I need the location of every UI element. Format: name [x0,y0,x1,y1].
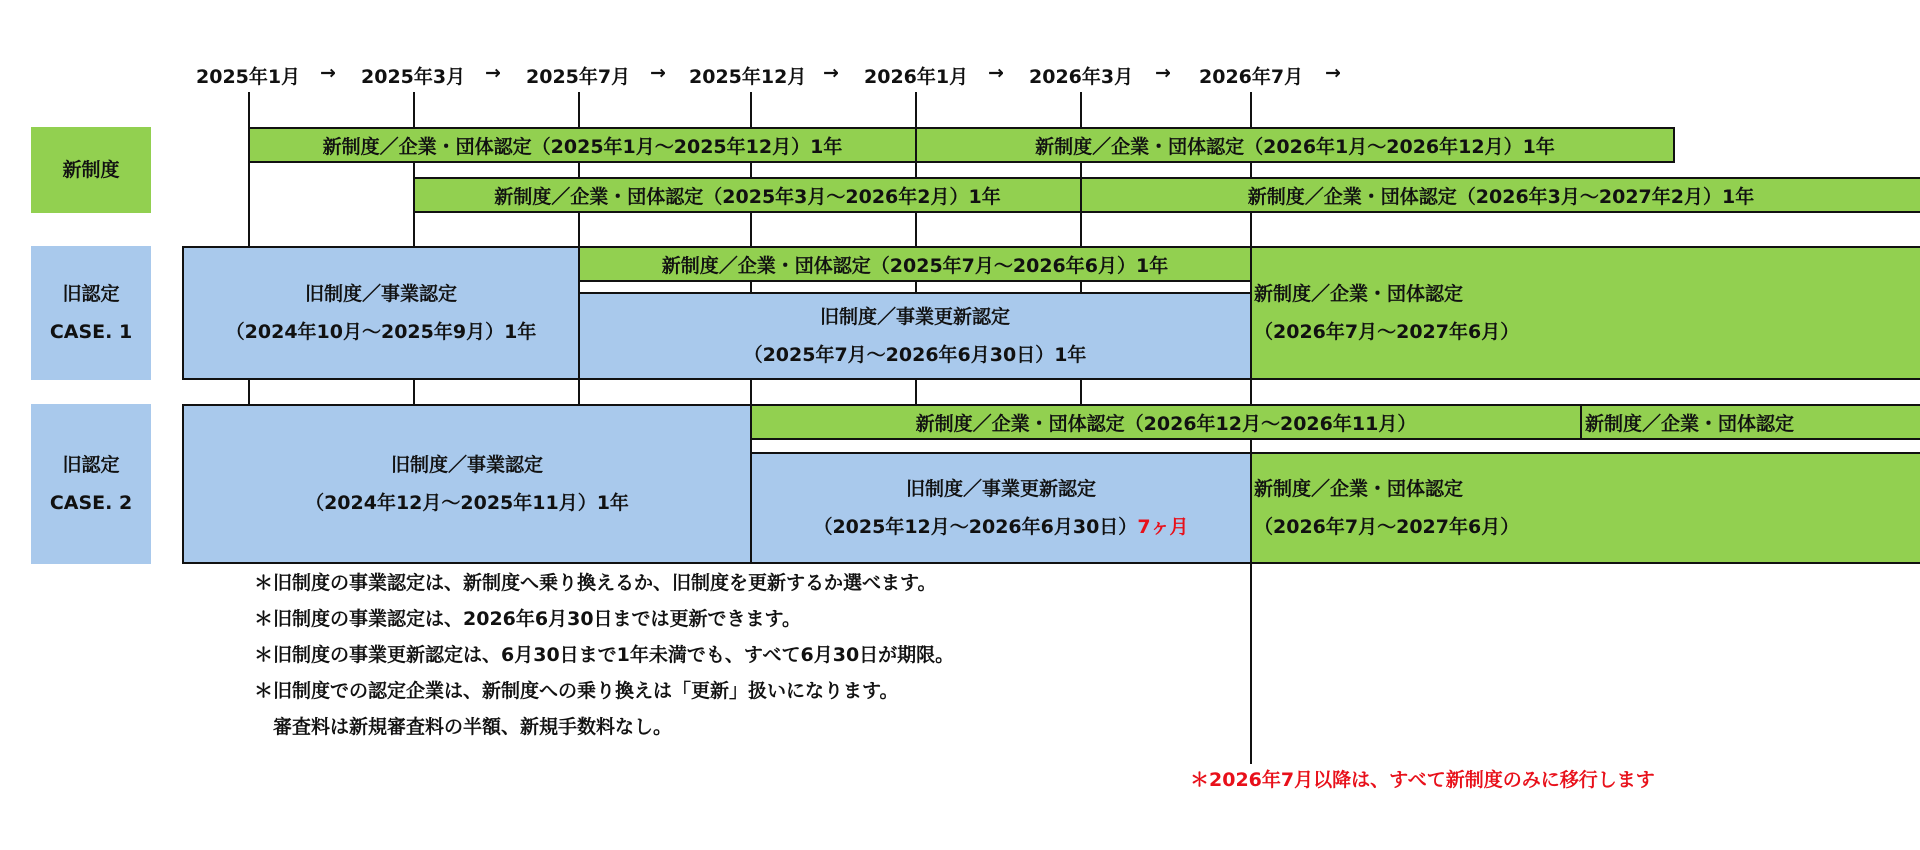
category-old-case1 [31,246,151,380]
note-5: 審査料は新規審査料の半額、新規手数料なし。 [254,716,673,738]
bar-case2-renew-line2-wrap [813,508,1188,546]
note-1: ＊旧制度の事業認定は、新制度へ乗り換えるか、旧制度を更新するか選べます。 [254,572,937,594]
bar-case2-old-line2: （2024年12月～2025年11月）1年 [305,492,629,514]
timeline-month-6: 2026年3月 [1029,66,1134,88]
timeline-arrow-4: → [823,62,839,84]
bar-case1-old-renewal [578,292,1252,380]
timeline-month-2: 2025年3月 [361,66,466,88]
timeline-arrow-2: → [485,62,501,84]
bar-new-2026-03-to-2027-02 [1080,177,1920,213]
bar-case2-old-renewal [750,452,1252,564]
bar-new-2025-03-to-2026-02 [413,177,1082,213]
timeline-month-1: 2025年1月 [196,66,301,88]
category-old-case2 [31,404,151,564]
bar-case1-renew-line2: （2025年7月～2026年6月30日）1年 [743,344,1087,366]
timeline-month-4: 2025年12月 [689,66,807,88]
bar-new-2026-01-to-2026-12 [915,127,1675,163]
bar-case1-new-after-2026-07 [1250,246,1920,380]
bar-case1-new-2025-07-to-2026-06 [578,246,1252,282]
note-3: ＊旧制度の事業更新認定は、6月30日まで1年未満でも、すべて6月30日が期限。 [254,644,955,666]
bar-new-2025-01-label: 新制度／企業・団体認定（2025年1月～2025年12月）1年 [322,135,843,158]
bar-case1-new-label: 新制度／企業・団体認定（2025年7月～2026年6月）1年 [661,254,1169,277]
bar-new-2025-01-to-2025-12 [248,127,917,163]
note-4: ＊旧制度での認定企業は、新制度への乗り換えは「更新」扱いになります。 [254,680,899,702]
bar-case2-new-top-label: 新制度／企業・団体認定（2026年12月～2026年11月） [915,412,1417,435]
bar-new-2026-03-label: 新制度／企業・団体認定（2026年3月～2027年2月）1年 [1247,185,1755,208]
timeline-arrow-6: → [1155,62,1171,84]
category-old-case1-line2: CASE. 1 [49,321,133,343]
timeline-month-3: 2025年7月 [526,66,631,88]
category-old-case2-line1: 旧認定 [62,454,120,476]
bar-case1-renew-line1: 旧制度／事業更新認定 [819,306,1010,328]
note-2: ＊旧制度の事業認定は、2026年6月30日までは更新できます。 [254,608,802,630]
timeline-arrow-3: → [650,62,666,84]
bar-case1-old-line1: 旧制度／事業認定 [304,283,457,305]
footer-note: ＊2026年7月以降は、すべて新制度のみに移行します [1190,769,1655,791]
bar-case2-renew-line1: 旧制度／事業更新認定 [905,478,1096,500]
bar-case2-after-line2: （2026年7月～2027年6月） [1254,516,1520,538]
bar-case1-old-certification [182,246,580,380]
timeline-arrow-7: → [1325,62,1341,84]
bar-case1-after-line2: （2026年7月～2027年6月） [1254,321,1520,343]
bar-case2-old-line1: 旧制度／事業認定 [390,454,543,476]
category-new-system [31,127,151,213]
bar-case1-old-line2: （2024年10月～2025年9月）1年 [225,321,537,343]
bar-new-2026-01-label: 新制度／企業・団体認定（2026年1月～2026年12月）1年 [1035,135,1555,158]
timeline-month-5: 2026年1月 [864,66,969,88]
bar-case2-after-line1: 新制度／企業・団体認定 [1254,478,1464,500]
timeline-arrow-5: → [988,62,1004,84]
bar-case2-renew-line2: （2025年12月～2026年6月30日） [813,516,1138,538]
bar-case2-new-top-right-label: 新制度／企業・団体認定 [1585,412,1795,435]
category-new-system-label: 新制度 [62,159,120,181]
bar-case2-new-top-right [1580,404,1920,440]
bar-case2-new-top [750,404,1582,440]
bar-new-2025-03-label: 新制度／企業・団体認定（2025年3月～2026年2月）1年 [494,185,1001,208]
bar-case1-after-line1: 新制度／企業・団体認定 [1254,283,1464,305]
category-old-case1-line1: 旧認定 [62,283,120,305]
timeline-month-7: 2026年7月 [1199,66,1304,88]
timeline-arrow-1: → [320,62,336,84]
bar-case2-old-certification [182,404,752,564]
bar-case2-renew-duration: 7ヶ月 [1137,516,1189,538]
category-old-case2-line2: CASE. 2 [49,492,133,514]
bar-case2-new-after-2026-07 [1250,452,1920,564]
